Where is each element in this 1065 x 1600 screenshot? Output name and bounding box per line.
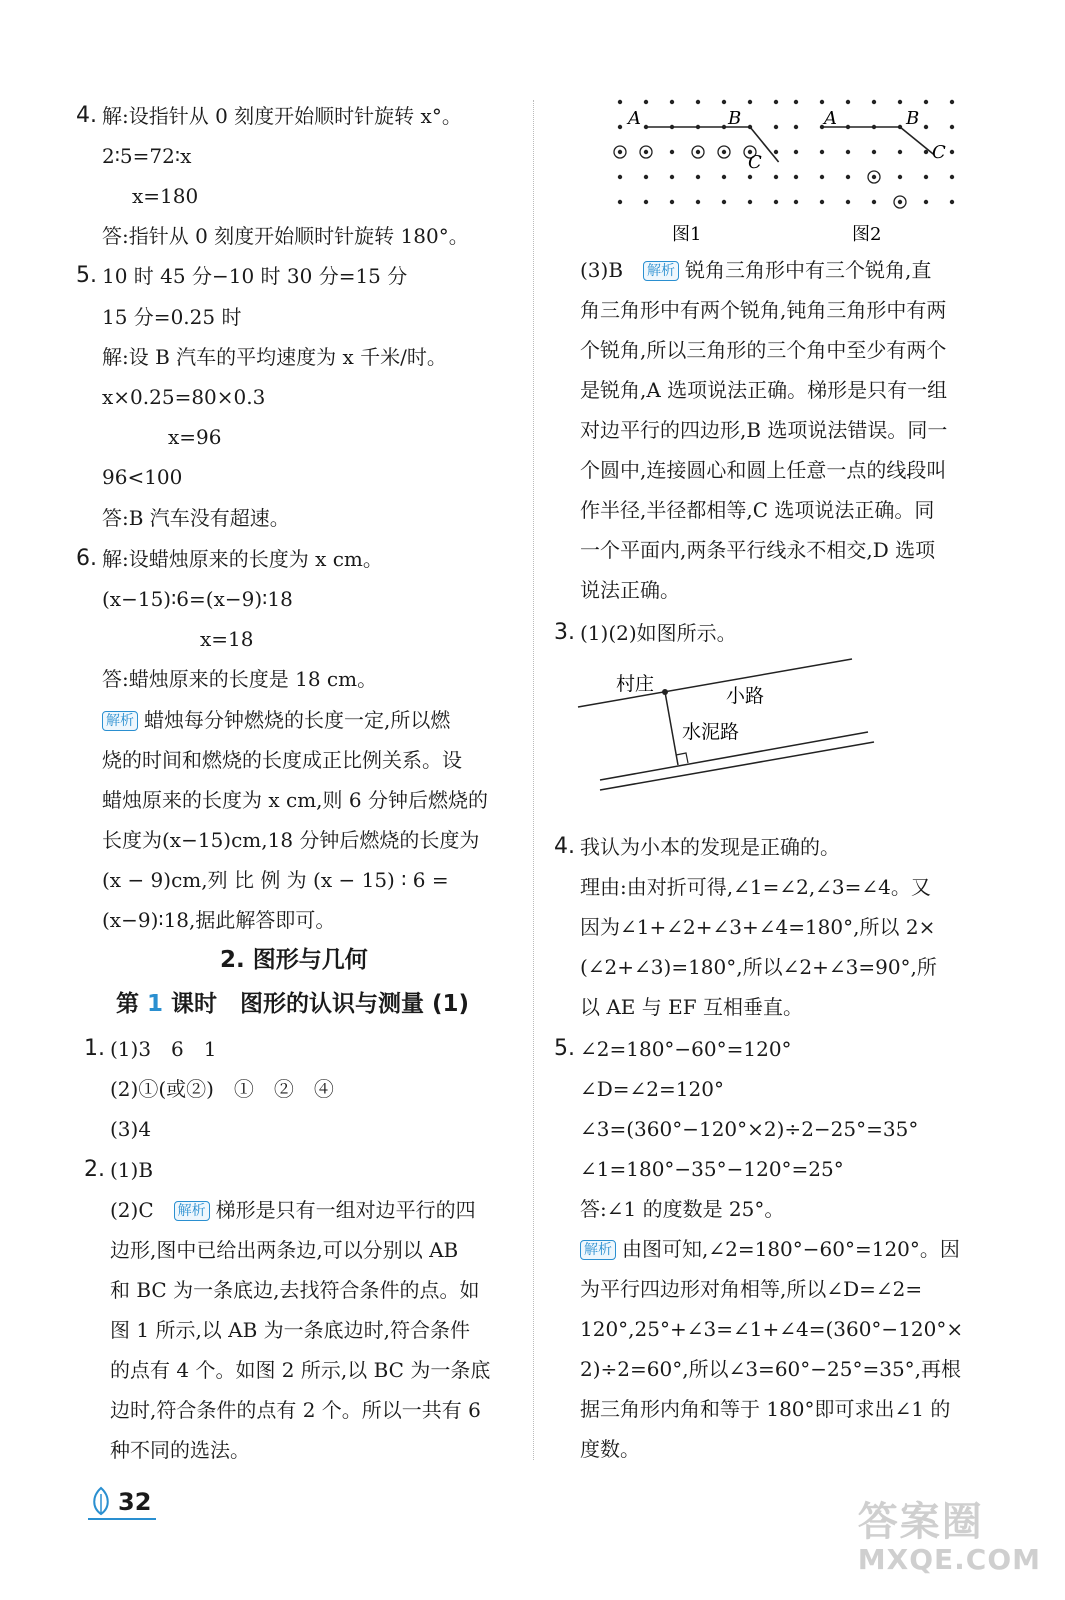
grid-dot (794, 125, 798, 129)
analysis-line: 烧的时间和燃烧的长度成正比例关系。设 (102, 748, 462, 772)
footer-underline (88, 1518, 156, 1520)
answer-line: 解:设蜡烛原来的长度为 x cm。 (102, 547, 383, 571)
answer-line: 理由:由对折可得,∠1=∠2,∠3=∠4。又 (580, 875, 931, 899)
grid-dot (670, 175, 674, 179)
analysis-line: 边时,符合条件的点有 2 个。所以一共有 6 (110, 1398, 481, 1422)
grid-dot (696, 150, 700, 154)
answer-line: x=96 (168, 425, 222, 449)
grid-dot (794, 175, 798, 179)
grid-dot (794, 200, 798, 204)
answer-line: 我认为小本的发现是正确的。 (580, 835, 840, 859)
answer-line: ∠2=180°−60°=120° (580, 1037, 792, 1061)
analysis-line: 一个平面内,两条平行线永不相交,D 选项 (580, 538, 936, 562)
grid-dot (670, 100, 674, 104)
analysis-tag: 解析 (102, 711, 138, 731)
grid-dot (644, 150, 648, 154)
grid-dot (898, 150, 902, 154)
analysis-line: (x−9)∶18,据此解答即可。 (102, 908, 336, 932)
grid-dot (846, 150, 850, 154)
grid-dot (924, 100, 928, 104)
analysis-line: 边形,图中已给出两条边,可以分别以 AB (110, 1238, 459, 1262)
answer-line: 2∶5=72∶x (102, 144, 192, 168)
column-divider (533, 100, 534, 1460)
grid-dot (898, 100, 902, 104)
grid-dot (846, 200, 850, 204)
grid-dot (774, 175, 778, 179)
segment (900, 127, 934, 155)
grid-dot (644, 175, 648, 179)
grid-dot (774, 150, 778, 154)
answer-line: 因为∠1+∠2+∠3+∠4=180°,所以 2× (580, 915, 936, 939)
watermark-bottom: MXQE.COM (857, 1543, 1041, 1576)
question-number: 6. (76, 546, 97, 571)
grid-dot (722, 175, 726, 179)
analysis-line: 种不同的选法。 (110, 1438, 250, 1462)
analysis-line: 解析 蜡烛每分钟燃烧的长度一定,所以燃 (102, 707, 450, 733)
grid-dot (670, 200, 674, 204)
figure-2-label-b: B (906, 108, 920, 129)
analysis-line: (x − 9)cm,列 比 例 为 (x − 15) ∶ 6 = (102, 868, 449, 892)
analysis-line: 个锐角,所以三角形的三个角中至少有两个 (580, 338, 947, 362)
road-label: 水泥路 (682, 721, 740, 743)
grid-dot (618, 200, 622, 204)
grid-dot (924, 150, 928, 154)
grid-dot (950, 200, 954, 204)
question-number: 5. (76, 263, 97, 288)
lesson-title: 第 1 课时 图形的认识与测量 (1) (116, 991, 470, 1017)
grid-dot (696, 200, 700, 204)
path-label: 小路 (726, 685, 765, 707)
grid-dot (846, 175, 850, 179)
grid-dot (898, 200, 902, 204)
grid-dot (950, 125, 954, 129)
grid-dot (722, 200, 726, 204)
figure-1-label-b: B (728, 108, 742, 129)
grid-dot (924, 175, 928, 179)
grid-dot (820, 100, 824, 104)
grid-dot (950, 100, 954, 104)
grid-dot (670, 150, 674, 154)
answer-line: x=180 (132, 184, 199, 208)
analysis-line: (2)C 解析 梯形是只有一组对边平行的四 (110, 1198, 476, 1222)
analysis-line: 度数。 (580, 1437, 640, 1461)
answer-line: 解:设 B 汽车的平均速度为 x 千米/时。 (102, 345, 447, 369)
grid-dot (748, 200, 752, 204)
analysis-line: (3)B 解析 锐角三角形中有三个锐角,直 (580, 258, 932, 282)
answer-line: (2)①(或②) ① ② ④ (110, 1077, 334, 1101)
figure-1-caption: 图1 (672, 224, 702, 245)
answer-line: (x−15)∶6=(x−9)∶18 (102, 587, 293, 611)
analysis-line: 据三角形内角和等于 180°即可求出∠1 的 (580, 1397, 951, 1421)
grid-dot (872, 175, 876, 179)
answer-line: 答:蜡烛原来的长度是 18 cm。 (102, 667, 378, 691)
grid-dot (696, 100, 700, 104)
analysis-tag: 解析 (643, 261, 679, 281)
grid-dot (644, 100, 648, 104)
analysis-line: 角三角形中有两个锐角,钝角三角形中有两 (580, 298, 947, 322)
dot-grid-figures (600, 90, 1020, 250)
grid-dot (774, 200, 778, 204)
answer-line: ∠3=(360°−120°×2)÷2−25°=35° (580, 1117, 919, 1141)
section-title: 2. 图形与几何 (220, 947, 368, 973)
grid-dot (950, 175, 954, 179)
watermark-top: 答案圈 (857, 1499, 984, 1545)
road-diagram (576, 652, 886, 812)
grid-dot (794, 150, 798, 154)
answer-line: (∠2+∠3)=180°,所以∠2+∠3=90°,所 (580, 955, 937, 979)
analysis-line: 图 1 所示,以 AB 为一条底边时,符合条件 (110, 1318, 471, 1342)
grid-dot (820, 175, 824, 179)
grid-dot (794, 100, 798, 104)
grid-dot (618, 125, 622, 129)
figure-2-caption: 图2 (852, 224, 882, 245)
grid-dot (872, 150, 876, 154)
grid-dot (820, 150, 824, 154)
answer-line: ∠D=∠2=120° (580, 1077, 724, 1101)
analysis-line: 和 BC 为一条底边,去找符合条件的点。如 (110, 1278, 480, 1302)
grid-dot (722, 100, 726, 104)
question-number: 4. (554, 834, 575, 859)
figure-1-label-c: C (748, 152, 762, 173)
question-number: 2. (84, 1157, 105, 1182)
answer-line: 答:指针从 0 刻度开始顺时针旋转 180°。 (102, 224, 469, 248)
grid-dot (618, 150, 622, 154)
analysis-line: 的点有 4 个。如图 2 所示,以 BC 为一条底 (110, 1358, 491, 1382)
grid-dot (924, 125, 928, 129)
question-number: 1. (84, 1036, 105, 1061)
figure-2-label-c: C (932, 142, 946, 163)
grid-dot (722, 150, 726, 154)
answer-line: 解:设指针从 0 刻度开始顺时针旋转 x°。 (102, 104, 462, 128)
grid-dot (748, 175, 752, 179)
analysis-line: 作半径,半径都相等,C 选项说法正确。同 (580, 498, 935, 522)
grid-dot (872, 200, 876, 204)
figure-2-label-a: A (824, 108, 837, 129)
analysis-line: 是锐角,A 选项说法正确。梯形是只有一组 (580, 378, 948, 402)
watermark (858, 1500, 1041, 1576)
grid-dot (774, 125, 778, 129)
analysis-line: 个圆中,连接圆心和圆上任意一点的线段叫 (580, 458, 947, 482)
answer-line: (1)(2)如图所示。 (580, 621, 737, 645)
analysis-line: 120°,25°+∠3=∠1+∠4=(360°−120°× (580, 1317, 964, 1341)
answer-line: 96<100 (102, 465, 183, 489)
analysis-line: 解析 由图可知,∠2=180°−60°=120°。因 (580, 1236, 960, 1262)
grid-dot (618, 100, 622, 104)
answer-line: (1)B (110, 1158, 154, 1182)
leaf-icon (88, 1486, 114, 1516)
grid-dot (618, 175, 622, 179)
answer-line: (3)4 (110, 1117, 152, 1141)
answer-line: 答:∠1 的度数是 25°。 (580, 1197, 785, 1221)
analysis-tag: 解析 (580, 1240, 616, 1260)
grid-dot (774, 100, 778, 104)
answer-line: (1)3 6 1 (110, 1037, 217, 1061)
analysis-line: 2)÷2=60°,所以∠3=60°−25°=35°,再根 (580, 1357, 962, 1381)
grid-dot (924, 200, 928, 204)
answer-line: 15 分=0.25 时 (102, 305, 242, 329)
grid-dot (846, 100, 850, 104)
question-number: 4. (76, 103, 97, 128)
answer-line: x×0.25=80×0.3 (102, 385, 266, 409)
grid-dot (748, 100, 752, 104)
grid-dot (872, 100, 876, 104)
answer-line: ∠1=180°−35°−120°=25° (580, 1157, 844, 1181)
grid-dot (644, 200, 648, 204)
answer-line: 以 AE 与 EF 互相垂直。 (580, 995, 803, 1019)
question-number: 5. (554, 1036, 575, 1061)
grid-dot (950, 150, 954, 154)
analysis-line: 长度为(x−15)cm,18 分钟后燃烧的长度为 (102, 828, 480, 852)
village-label: 村庄 (616, 673, 655, 695)
grid-dot (696, 175, 700, 179)
figure-1-label-a: A (628, 108, 641, 129)
grid-dot (898, 175, 902, 179)
analysis-tag: 解析 (174, 1201, 210, 1221)
analysis-line: 对边平行的四边形,B 选项说法错误。同一 (580, 418, 948, 442)
answer-line: 答:B 汽车没有超速。 (102, 506, 290, 530)
answer-line: x=18 (200, 627, 254, 651)
analysis-line: 说法正确。 (580, 578, 680, 602)
dot-grid-figure-2 (794, 100, 954, 208)
question-number: 3. (554, 620, 575, 645)
page-number: 32 (118, 1488, 152, 1516)
analysis-line: 为平行四边形对角相等,所以∠D=∠2= (580, 1277, 923, 1301)
answer-line: 10 时 45 分−10 时 30 分=15 分 (102, 264, 408, 288)
analysis-line: 蜡烛原来的长度为 x cm,则 6 分钟后燃烧的 (102, 788, 488, 812)
grid-dot (820, 200, 824, 204)
